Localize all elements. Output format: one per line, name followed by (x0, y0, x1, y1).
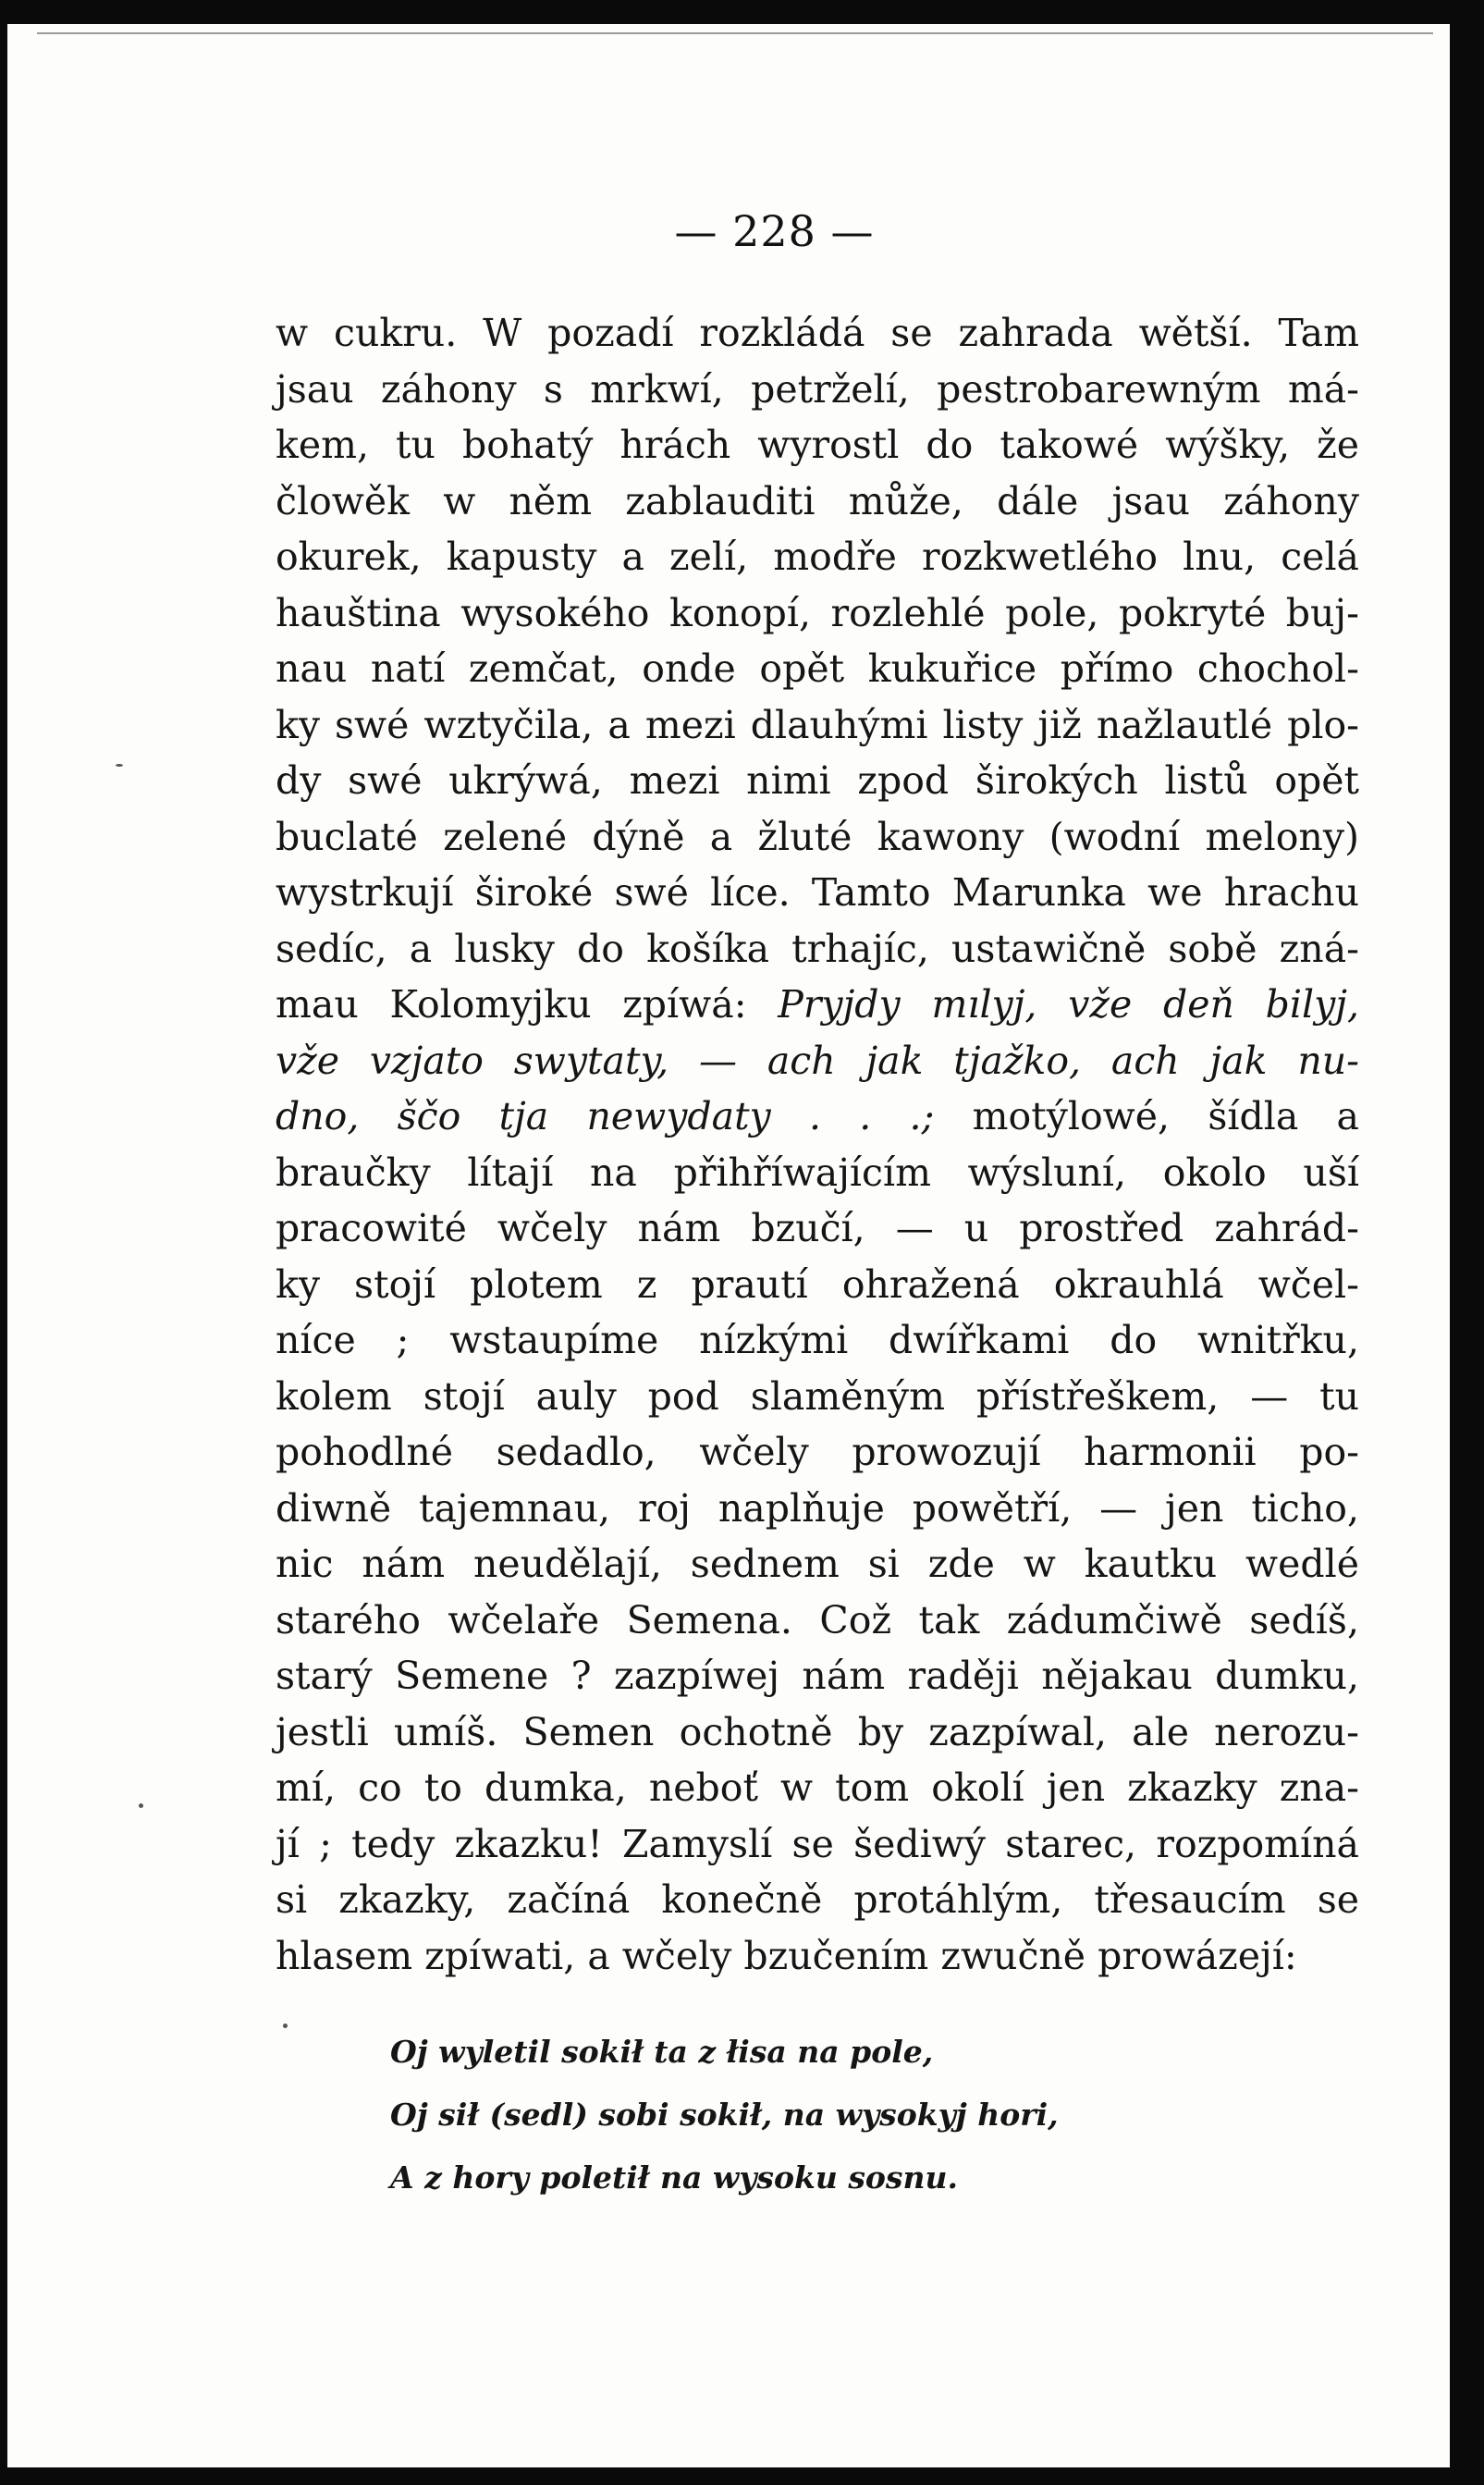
song-fragment: Pryjdy mılyj, vže deň bilyj, (778, 982, 1359, 1027)
text-line: ky swé wztyčila, a mezi dlauhými listy již nažlautlé plo- (276, 702, 1359, 747)
text-line-with-song (276, 1089, 1359, 1145)
text-line: níce ; wstaupíme nízkými dwířkami do wnitřku, (276, 1318, 1359, 1362)
text-line: w cukru. W pozadí rozkládá se zahrada wětší. Tam (276, 311, 1359, 355)
text-line: starého wčelaře Semena. Což tak zádumčiwě sedíš, (276, 1597, 1359, 1642)
text-segment: motýlowé, šídla a (972, 1094, 1359, 1138)
text-line: okurek, kapusty a zelí, modře rozkwetlého lnu, celá (276, 535, 1359, 579)
text-line: ky stojí plotem z prautí ohražená okrauhlá wčel- (276, 1261, 1359, 1307)
scan-speck (116, 764, 123, 767)
text-line: buclaté zelené dýně a žluté kawony (wodní melony) (276, 814, 1359, 859)
text-line: jestli umíš. Semen ochotně by zazpíwal, ale nerozu- (276, 1709, 1359, 1754)
text-line: wystrkují široké swé líce. Tamto Marunka we hrachu (276, 870, 1359, 915)
scan-border-right (1450, 0, 1484, 2485)
text-line: dy swé ukrýwá, mezi nimi zpod širokých listů opět (276, 758, 1359, 803)
page-number: — 228 — (674, 206, 875, 256)
text-line: kem, tu bohatý hrách wyrostl do takowé wýšky, že (276, 423, 1359, 467)
text-line: pohodlné sedadlo, wčely prowozují harmonii po- (276, 1430, 1359, 1474)
text-line: starý Semene ? zazpíwej nám raději nějakau dumku, (276, 1654, 1359, 1698)
song-fragment: dno, ščo tja newydaty . . .; (276, 1094, 935, 1138)
text-line: hlasem zpíwati, a wčely bzučením zwučně prowázejí: (276, 1933, 1297, 1978)
text-line: člowěk w něm zablauditi může, dále jsau záhony (276, 478, 1359, 523)
scan-border-top (0, 0, 1484, 24)
scan-border-bottom (0, 2467, 1484, 2485)
song-line (276, 1033, 1359, 1089)
text-line: braučky lítají na přihříwajícím wýsluní, okolo uší (276, 1150, 1359, 1195)
scan-artifact-line (37, 32, 1433, 34)
text-line: nau natí zemčat, onde opět kukuřice přímo chochol- (276, 646, 1359, 691)
text-line: sedíc, a lusky do košíka trhajíc, ustawičně sobě zná- (276, 926, 1359, 971)
scan-speck (283, 2024, 288, 2028)
verse-line: Oj wyletil sokił ta z łisa na pole, (390, 2034, 934, 2070)
text-line: mí, co to dumka, neboť w tom okolí jen zkazky zna- (276, 1765, 1359, 1810)
scan-speck (139, 1803, 143, 1808)
text-line: diwně tajemnau, roj naplňuje powětří, — jen ticho, (276, 1485, 1359, 1531)
text-line-with-song (276, 977, 1359, 1033)
text-line: kolem stojí auly pod slaměným přístřeškem, — tu (276, 1373, 1359, 1419)
text-line: si zkazky, začíná konečně protáhlým, třesaucím se (276, 1877, 1359, 1922)
text-segment: mau Kolomyjku zpíwá: (276, 982, 747, 1027)
verse-line: Oj sił (sedl) sobi sokił, na wysokyj hori, (390, 2097, 1059, 2133)
scan-border-left (0, 0, 7, 2485)
body-text (276, 305, 1359, 1984)
verse-block (390, 2021, 1361, 2209)
text-line: hauština wysokého konopí, rozlehlé pole, pokryté buj- (276, 590, 1359, 635)
text-line: nic nám neudělají, sednem si zde w kautku wedlé (276, 1542, 1359, 1586)
verse-line: A z hory poletił na wysoku sosnu. (390, 2159, 958, 2196)
text-line: pracowité wčely nám bzučí, — u prostřed zahrád- (276, 1206, 1359, 1250)
song-fragment: vže vzjato swytaty, — ach jak tjažko, ach jak nu- (276, 1038, 1359, 1083)
text-line: jsau záhony s mrkwí, petrželí, pestrobarewným má- (276, 366, 1359, 412)
text-line: jí ; tedy zkazku! Zamyslí se šediwý starec, rozpomíná (276, 1821, 1359, 1866)
